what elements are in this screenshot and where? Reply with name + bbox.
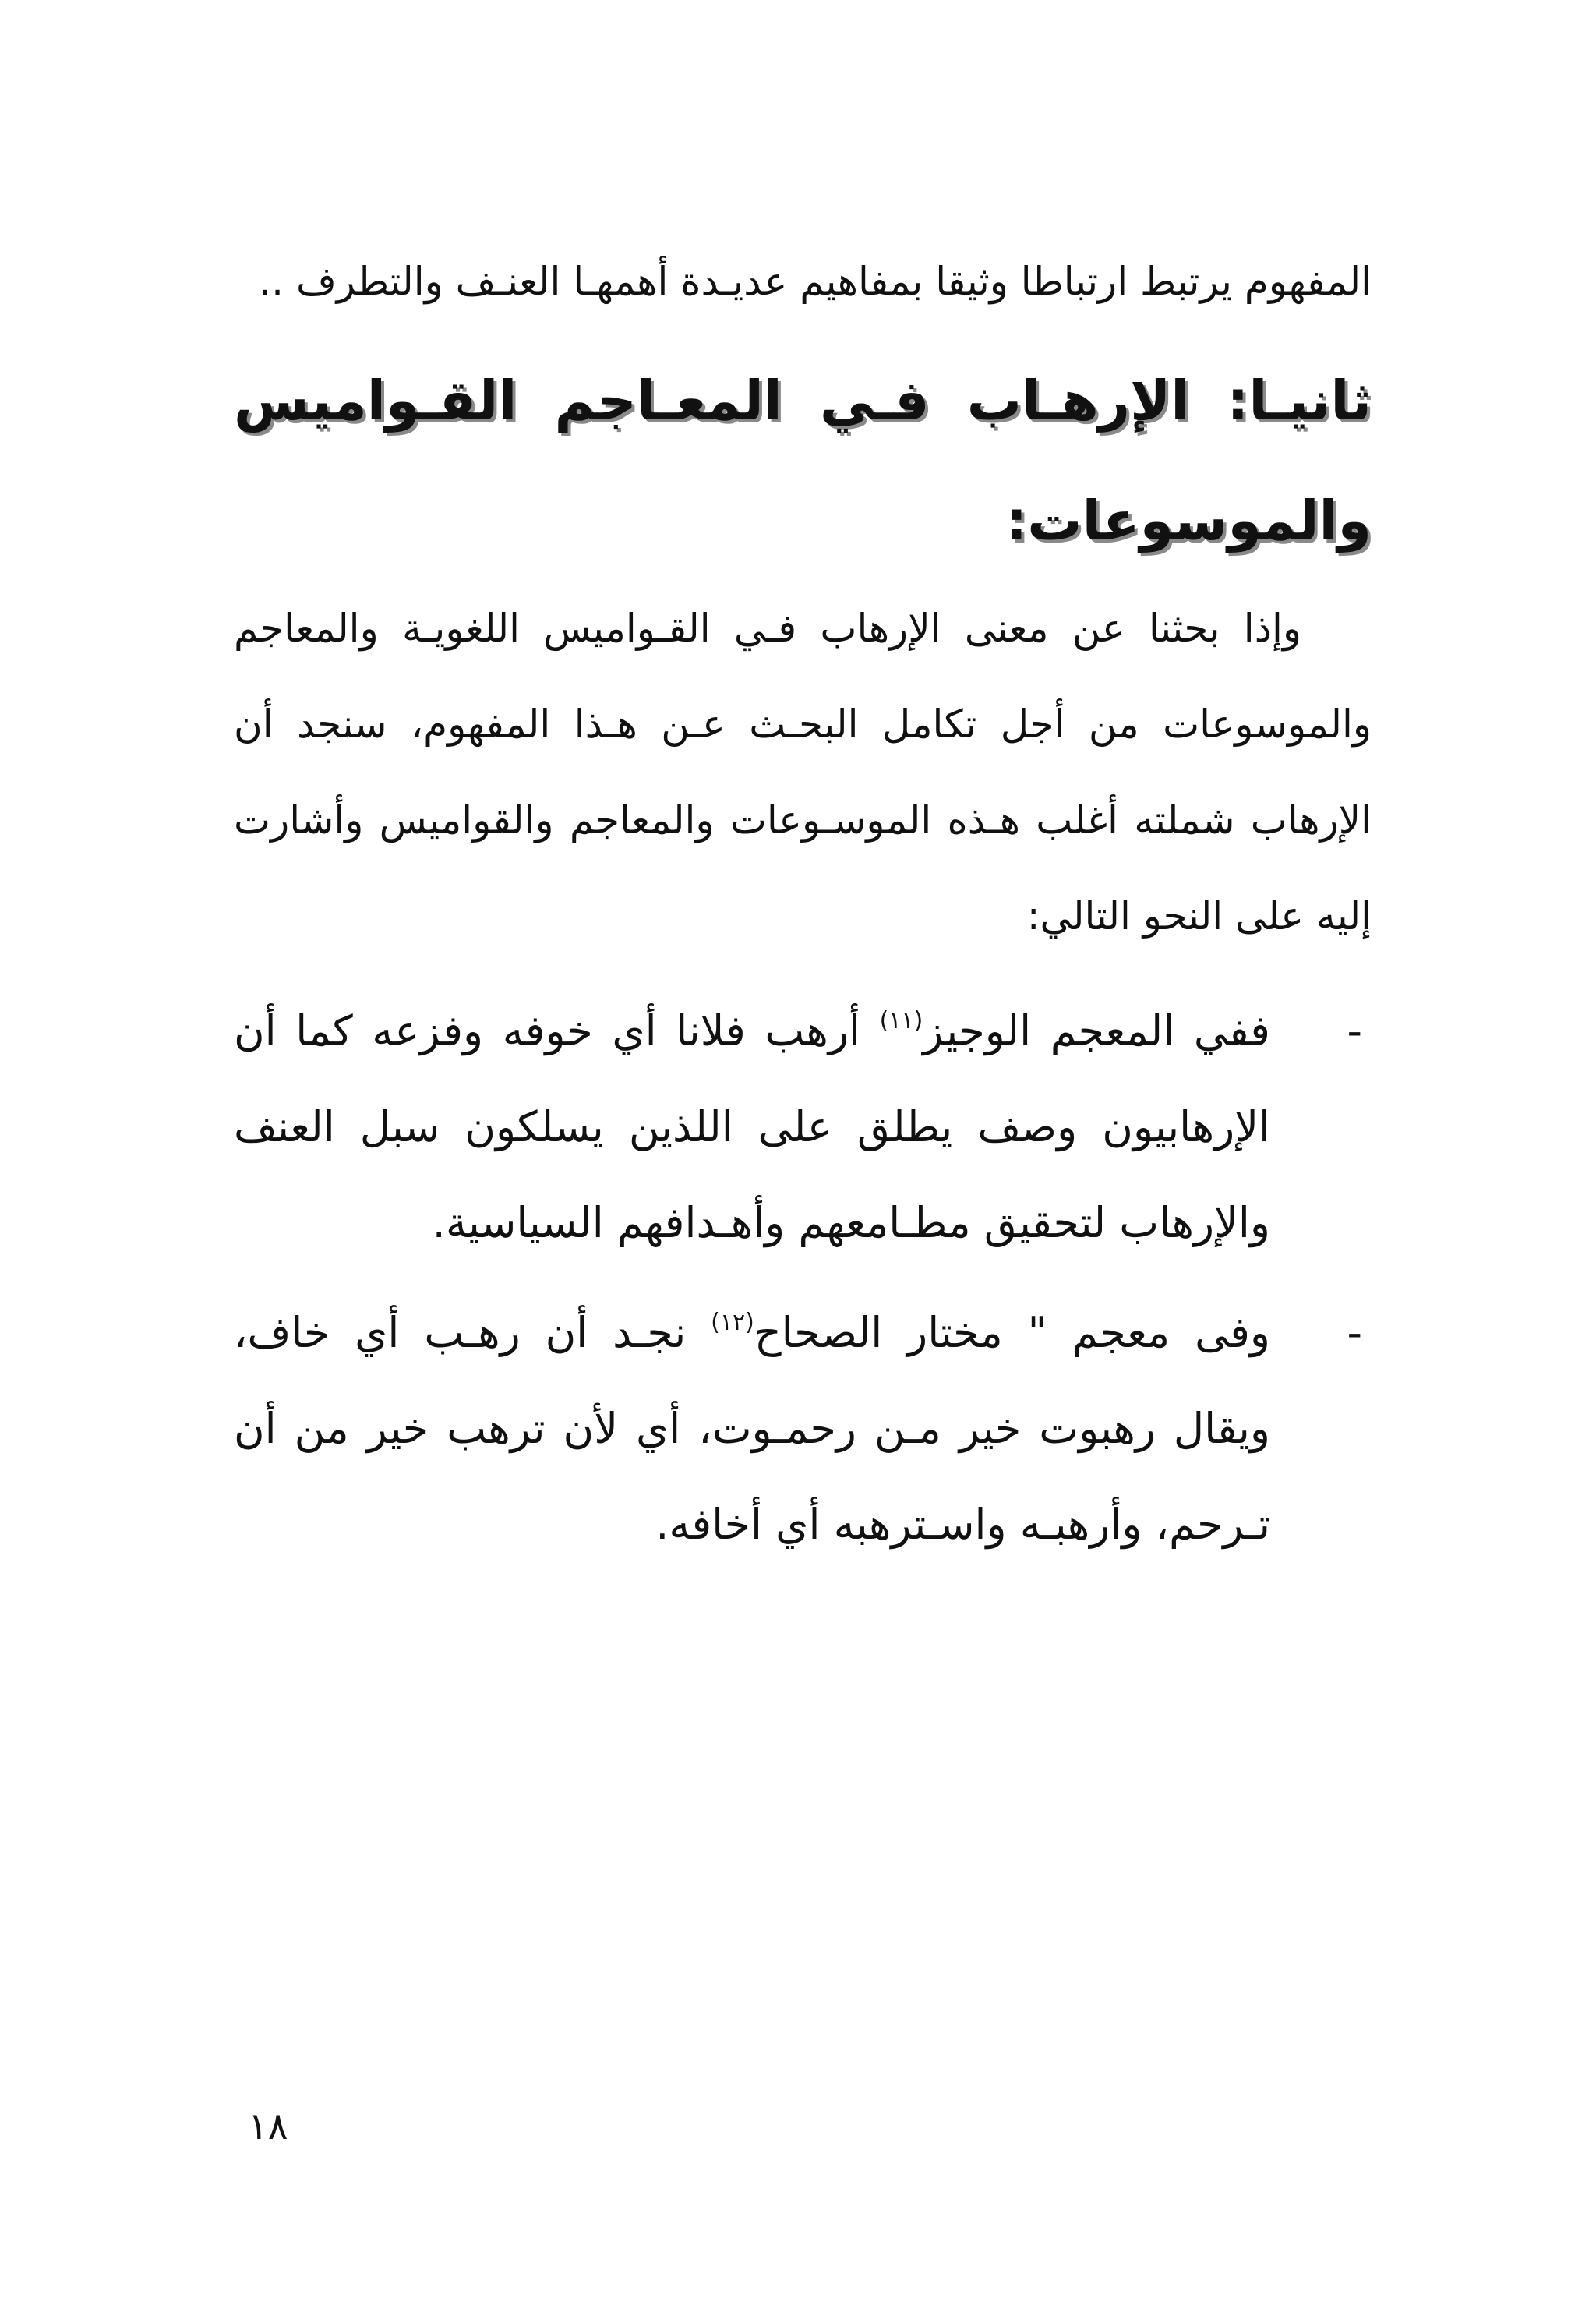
list-item-text-end: نجـد أن رهـب أي خاف، ويقال رهبوت خير مـن رحمـوت، أي لأن ترهب خير من أن تـرحم، وأرهبـه واسـترهبه أي أخافه. bbox=[234, 1308, 1270, 1549]
list-dash: - bbox=[1347, 1308, 1362, 1357]
page-content bbox=[234, 234, 1372, 1586]
list-item bbox=[234, 983, 1372, 1271]
section-heading: ثانيـا: الإرهـاب فـي المعـاجم القـواميس والموسوعات: bbox=[234, 369, 1372, 553]
body-paragraph: وإذا بحثنا عن معنى الإرهاب فـي القـواميس اللغويـة والمعاجم والموسوعات من أجل تكامل البحـث عـن هـذا المفهوم، سنجد أن الإرهاب شملته أغلب هـذه الموسـوعات والمعاجم والقواميس وأشارت إليه على النحو التالي: bbox=[234, 606, 1372, 939]
list-item-text-start: ففي المعجم الوجيز bbox=[923, 1006, 1270, 1055]
list-item-text-start: وفى معجم " مختار الصحاح bbox=[754, 1308, 1270, 1357]
list-item bbox=[234, 1285, 1372, 1572]
list-dash: - bbox=[1347, 1006, 1362, 1055]
page-number: ١٨ bbox=[248, 2105, 288, 2148]
list-item-text-end: أرهب فلانا أي خوفه وفزعه كما أن الإرهابيون وصف يطلق على اللذين يسلكون سبل العنف والإرهاب لتحقيق مطـامعهم وأهـدافهم السياسية. bbox=[234, 1006, 1270, 1247]
intro-paragraph: المفهوم يرتبط ارتباطا وثيقا بمفاهيم عديـدة أهمهـا العنـف والتطرف .. bbox=[259, 259, 1372, 304]
definitions-list bbox=[234, 983, 1372, 1572]
footnote-ref: (١٢) bbox=[711, 1309, 754, 1336]
footnote-ref: (١١) bbox=[879, 1007, 923, 1034]
